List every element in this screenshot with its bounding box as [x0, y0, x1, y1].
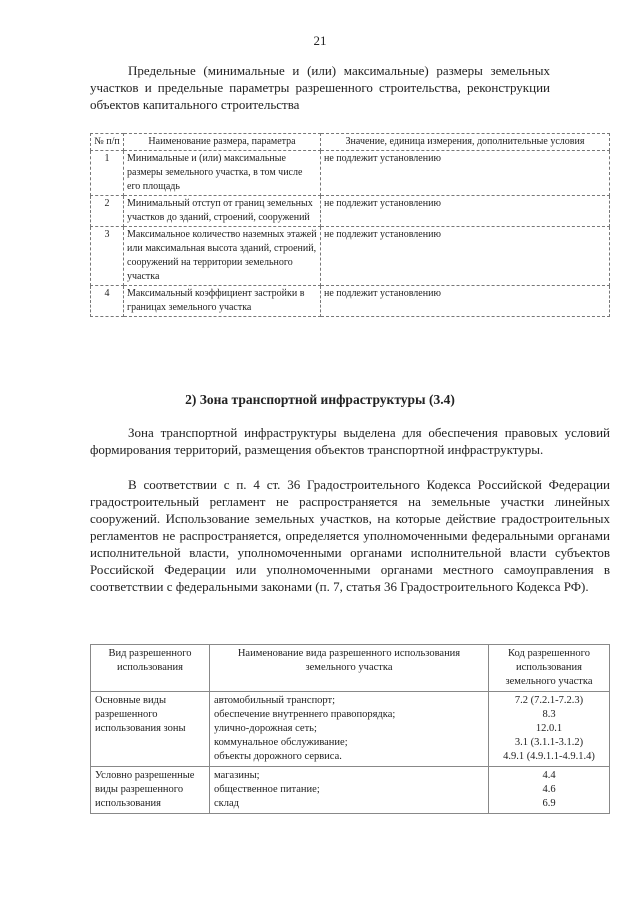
- parameter-value: не подлежит установлению: [321, 227, 610, 286]
- use-name: склад: [214, 798, 240, 809]
- paragraph-regulation: В соответствии с п. 4 ст. 36 Градостроительного Кодекса Российской Федерации градостроительный регламент не распространяется на земельные участки линейных сооружений. Использование земельных участков, на которые действие градостроительных регламентов не распространяется, определяется уполномоченными федеральными органами исполнительной власти, уполномоченными органами исполнительной власти субъектов Российской Федерации или уполномоченными органами местного самоуправления в соответствии с федеральными законами (п. 7, статья 36 Градостроительного Кодекса РФ).: [90, 477, 610, 594]
- parameters-table: [90, 133, 610, 317]
- permitted-uses-header: [91, 645, 610, 692]
- use-name: обеспечение внутреннего правопорядка;: [214, 709, 396, 720]
- header-use-kind: Вид разрешенного использования: [91, 645, 210, 692]
- limits-heading: Предельные (минимальные и (или) максимальные) размеры земельных участков и предельные параметры разрешенного строительства, реконструкции объектов капитального строительства: [90, 63, 550, 112]
- use-name: коммунальное обслуживание;: [214, 737, 348, 748]
- use-code: 7.2 (7.2.1-7.2.3): [514, 695, 584, 706]
- use-code: 4.4: [542, 770, 556, 781]
- use-name: объекты дорожного сервиса.: [214, 751, 342, 762]
- use-name: автомобильный транспорт;: [214, 695, 336, 706]
- header-use-code: Код разрешенного использования земельного участка: [489, 645, 610, 692]
- parameter-name: Максимальный коэффициент застройки в границах земельного участка: [124, 286, 321, 317]
- page-number: 21: [313, 33, 327, 48]
- section-title: 2) Зона транспортной инфраструктуры (3.4): [185, 392, 455, 407]
- parameter-value: не подлежит установлению: [321, 151, 610, 196]
- header-parameter-name: Наименование размера, параметра: [124, 134, 321, 151]
- header-parameter-value: Значение, единица измерения, дополнительные условия: [321, 134, 610, 151]
- use-code: 3.1 (3.1.1-3.1.2): [514, 737, 584, 748]
- use-names: [210, 692, 489, 767]
- use-code: 8.3: [542, 709, 556, 720]
- table-row: [91, 227, 610, 286]
- use-code: 4.9.1 (4.9.1.1-4.9.1.4): [503, 751, 595, 762]
- use-name: улично-дорожная сеть;: [214, 723, 317, 734]
- use-names: [210, 767, 489, 814]
- parameter-value: не подлежит установлению: [321, 286, 610, 317]
- table-row: [91, 196, 610, 227]
- use-kind: Основные виды разрешенного использования зоны: [91, 692, 210, 767]
- table-row: [91, 286, 610, 317]
- parameter-name: Максимальное количество наземных этажей или максимальная высота зданий, строений, сооружений на территории земельного участка: [124, 227, 321, 286]
- table-row: [91, 767, 610, 814]
- row-number: 3: [91, 227, 124, 286]
- use-code: 12.0.1: [535, 723, 563, 734]
- parameters-table-header: [91, 134, 610, 151]
- row-number: 1: [91, 151, 124, 196]
- parameter-name: Минимальные и (или) максимальные размеры земельного участка, в том числе его площадь: [124, 151, 321, 196]
- header-use-name: Наименование вида разрешенного использования земельного участка: [210, 645, 489, 692]
- paragraph-zone-purpose: Зона транспортной инфраструктуры выделена для обеспечения правовых условий формирования территорий, размещения объектов транспортной инфраструктуры.: [90, 425, 610, 457]
- row-number: 4: [91, 286, 124, 317]
- table-row: [91, 151, 610, 196]
- row-number: 2: [91, 196, 124, 227]
- permitted-uses-table: [90, 644, 610, 814]
- use-code: 4.6: [542, 784, 556, 795]
- parameter-name: Минимальный отступ от границ земельных участков до зданий, строений, сооружений: [124, 196, 321, 227]
- use-name: общественное питание;: [214, 784, 320, 795]
- use-code: 6.9: [542, 798, 556, 809]
- use-codes: [489, 767, 610, 814]
- header-number: № п/п: [91, 134, 124, 151]
- parameter-value: не подлежит установлению: [321, 196, 610, 227]
- use-kind: Условно разрешенные виды разрешенного использования: [91, 767, 210, 814]
- use-codes: [489, 692, 610, 767]
- table-row: [91, 692, 610, 767]
- use-name: магазины;: [214, 770, 260, 781]
